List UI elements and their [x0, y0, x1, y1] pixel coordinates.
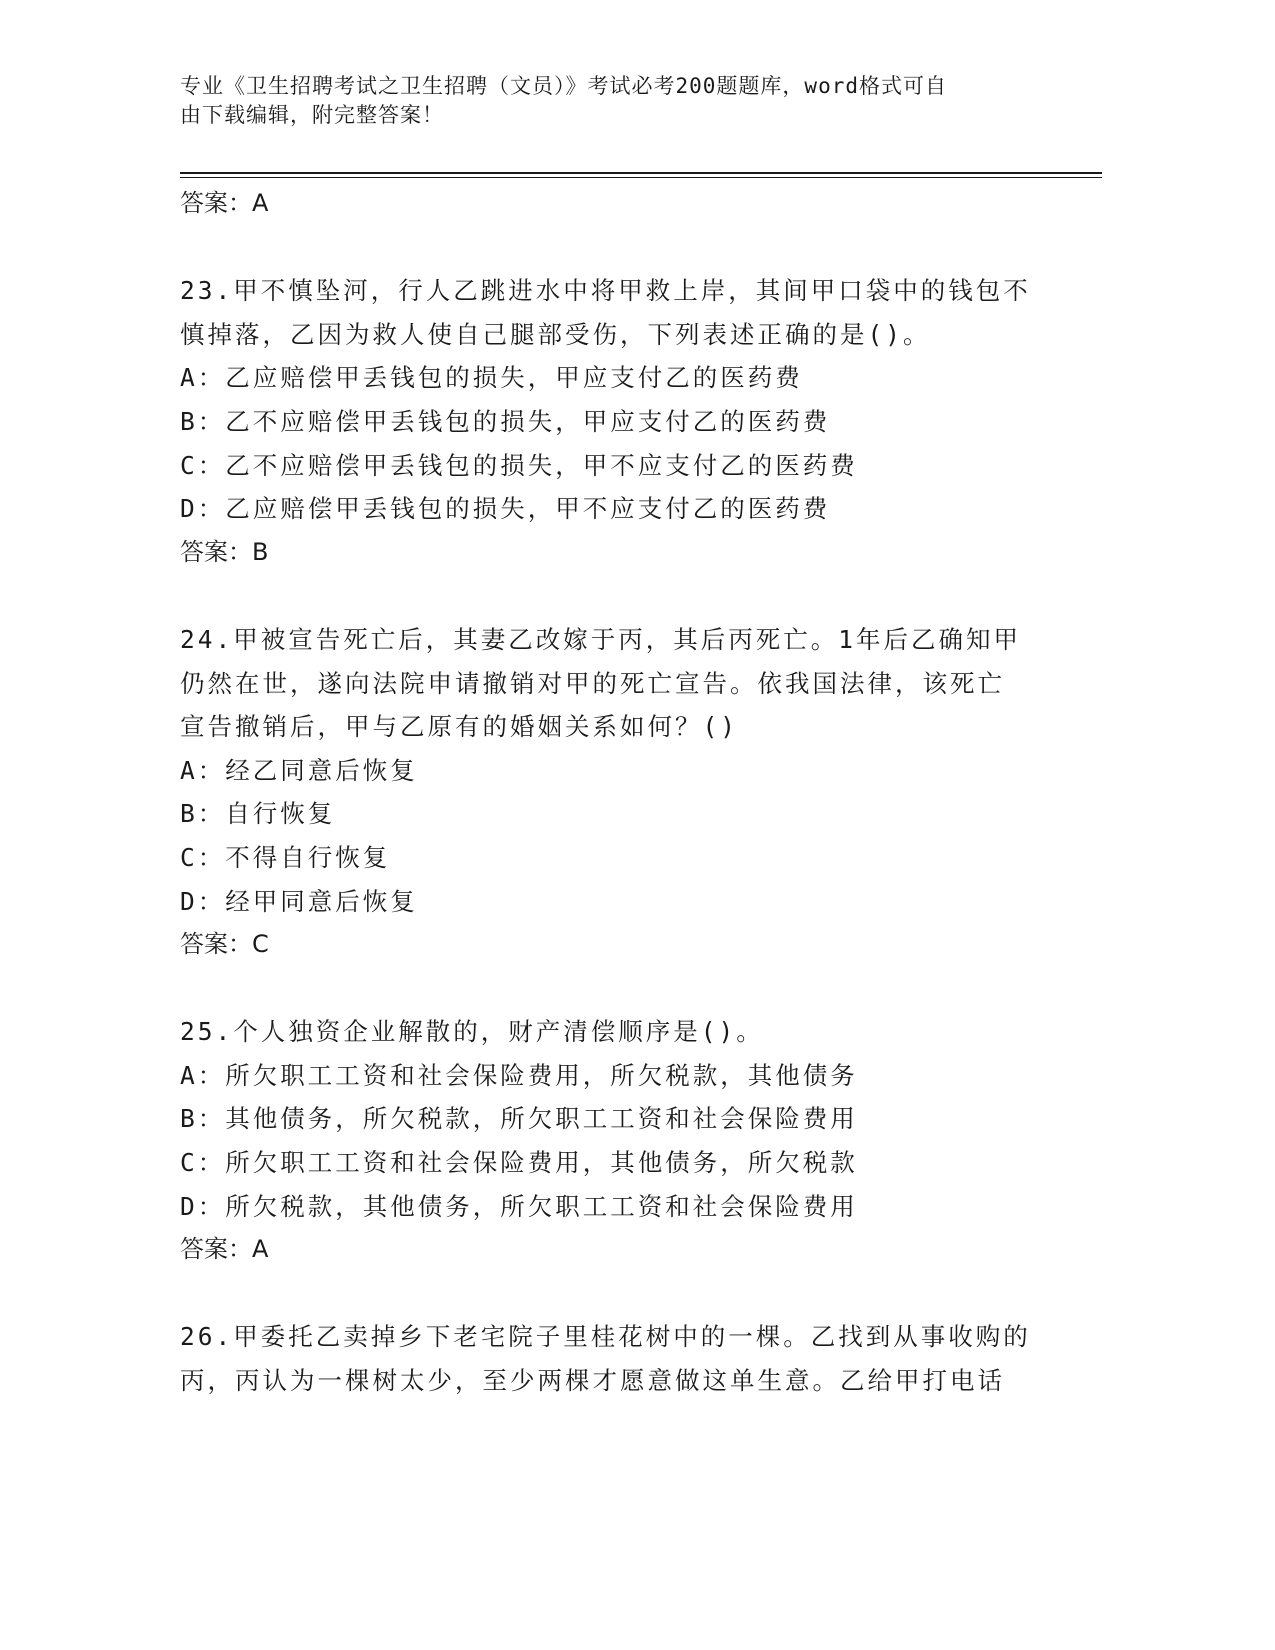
option-b: B：自行恢复 [180, 799, 336, 829]
question-text-line: 宣告撤销后，甲与乙原有的婚姻关系如何？() [180, 712, 738, 742]
option-d: D：经甲同意后恢复 [180, 886, 418, 916]
option-c: C：乙不应赔偿甲丢钱包的损失，甲不应支付乙的医药费 [180, 450, 858, 480]
option-a: A：乙应赔偿甲丢钱包的损失，甲应支付乙的医药费 [180, 363, 803, 393]
header-line-1: 专业《卫生招聘考试之卫生招聘（文员）》考试必考200题题库，word格式可自 [180, 74, 947, 98]
option-d: D：所欠税款，其他债务，所欠职工工资和社会保险费用 [180, 1191, 858, 1221]
header-divider-thin [180, 177, 1102, 178]
answer-line: 答案：A [180, 1235, 269, 1264]
question-list [180, 182, 1080, 1403]
option-b: B：其他债务，所欠税款，所欠职工工资和社会保险费用 [180, 1104, 858, 1134]
header-line-2: 由下载编辑，附完整答案！ [180, 103, 444, 127]
answer-line: 答案：B [180, 537, 269, 566]
question-text-line: 慎掉落，乙因为救人使自己腿部受伤，下列表述正确的是()。 [180, 319, 931, 349]
question-text-line: 23.甲不慎坠河，行人乙跳进水中将甲救上岸，其间甲口袋中的钱包不 [180, 276, 1031, 306]
question-23 [180, 269, 1080, 574]
question-24 [180, 618, 1080, 967]
question-text-line: 丙，丙认为一棵树太少，至少两棵才愿意做这单生意。乙给甲打电话 [180, 1366, 1005, 1396]
question-text-line: 仍然在世，遂向法院申请撤销对甲的死亡宣告。依我国法律，该死亡 [180, 668, 1005, 698]
question-26 [180, 1315, 1080, 1402]
header-divider-thick [180, 172, 1102, 174]
option-b: B：乙不应赔偿甲丢钱包的损失，甲应支付乙的医药费 [180, 406, 831, 436]
question-text-line: 26.甲委托乙卖掉乡下老宅院子里桂花树中的一棵。乙找到从事收购的 [180, 1322, 1031, 1352]
answer-line: 答案：C [180, 930, 269, 959]
option-a: A：经乙同意后恢复 [180, 755, 418, 785]
document-header [180, 72, 1040, 130]
answer-line: 答案：A [180, 189, 269, 217]
question-text-line: 24.甲被宣告死亡后，其妻乙改嫁于丙，其后丙死亡。1年后乙确知甲 [180, 624, 1021, 654]
question-text-line: 25.个人独资企业解散的，财产清偿顺序是()。 [180, 1017, 764, 1047]
question-25 [180, 1010, 1080, 1272]
option-c: C：所欠职工工资和社会保险费用，其他债务，所欠税款 [180, 1148, 858, 1178]
option-a: A：所欠职工工资和社会保险费用，所欠税款，其他债务 [180, 1060, 858, 1090]
option-d: D：乙应赔偿甲丢钱包的损失，甲不应支付乙的医药费 [180, 494, 831, 524]
option-c: C：不得自行恢复 [180, 842, 391, 872]
